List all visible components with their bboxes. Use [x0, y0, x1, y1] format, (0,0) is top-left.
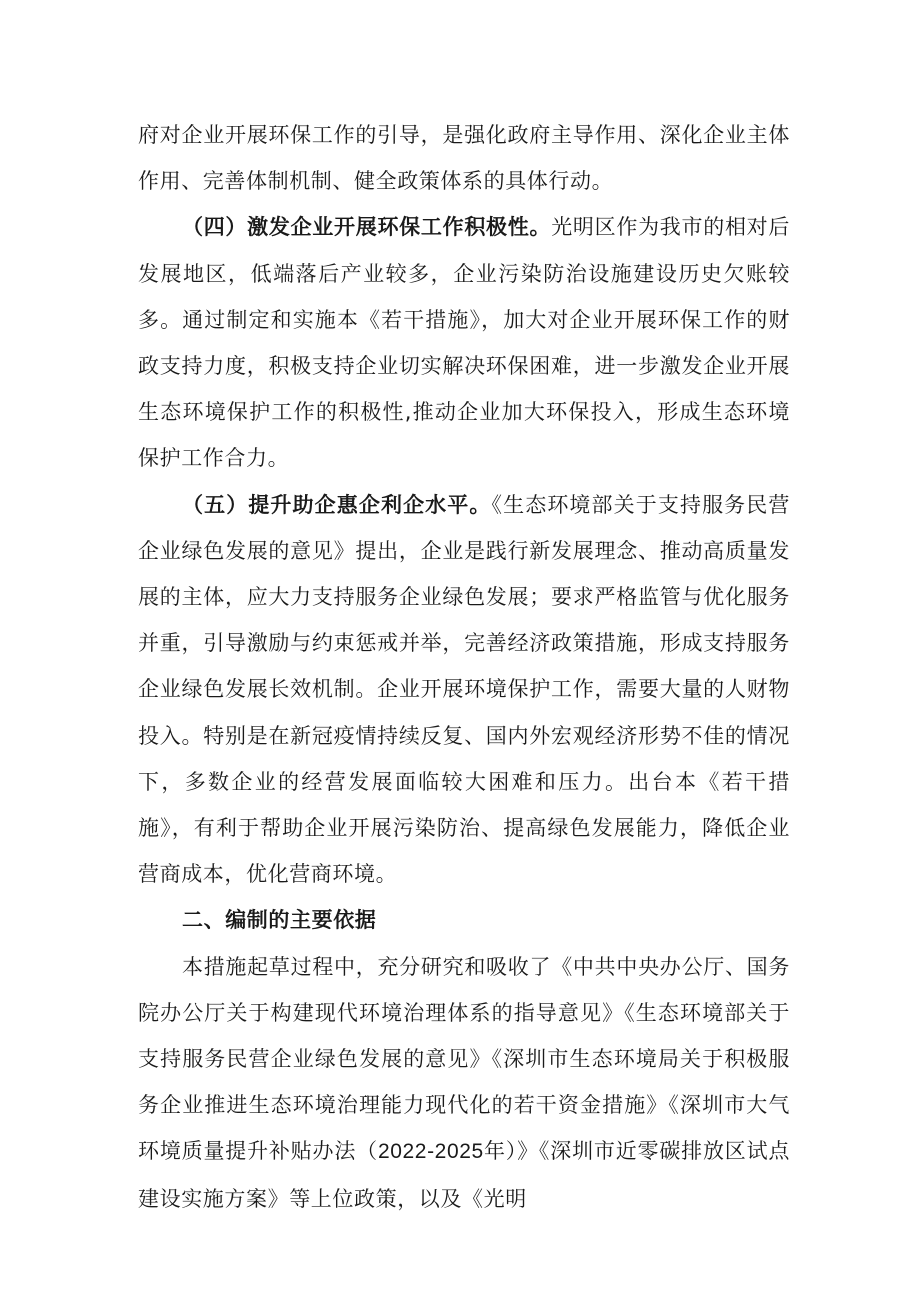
document-page: [138, 112, 790, 1222]
basis-years: 2022-2025: [377, 1140, 484, 1164]
item-four-body: 光明区作为我市的相对后发展地区，低端落后产业较多，企业污染防治设施建设历史欠账较多。通过制定和实施本《若干措施》，加大对企业开展环保工作的财政支持力度，积极支持企业切实解决环保困难，进一步激发企业开展生态环境保护工作的积极性,推动企业加大环保投入，形成生态环境保护工作合力。: [138, 215, 790, 471]
section-heading: 二、编制的主要依据: [182, 908, 377, 933]
item-five-body: 《生态环境部关于支持服务民营企业绿色发展的意见》提出，企业是践行新发展理念、推动高质量发展的主体，应大力支持服务企业绿色发展；要求严格监管与优化服务并重，引导激励与约束惩戒并举，完善经济政策措施，形成支持服务企业绿色发展长效机制。企业开展环境保护工作，需要大量的人财物投入。特别是在新冠疫情持续反复、国内外宏观经济形势不佳的情况下，多数企业的经营发展面临较大困难和压力。出台本《若干措施》，有利于帮助企业开展污染防治、提高绿色发展能力，降低企业营商成本，优化营商环境。: [138, 492, 790, 887]
basis-text-part2: 年）》《深圳市近零碳排放区试点建设实施方案》等上位政策，以及《光明: [138, 1139, 790, 1211]
paragraph-item-five: [138, 482, 790, 898]
item-five-heading: （五）提升助企惠企利企水平。: [182, 492, 492, 517]
paragraph-item-four: [138, 204, 790, 481]
basis-text-part1: 本措施起草过程中，充分研究和吸收了《中共中央办公厅、国务院办公厅关于构建现代环境治理体系的指导意见》《生态环境部关于支持服务民营企业绿色发展的意见》《深圳市生态环境局关于积极服务企业推进生态环境治理能力现代化的若干资金措施》《深圳市大气环境质量提升补贴办法（: [138, 954, 790, 1164]
paragraph-continuation: 府对企业开展环保工作的引导，是强化政府主导作用、深化企业主体作用、完善体制机制、健全政策体系的具体行动。: [138, 123, 790, 194]
paragraph-basis: [138, 944, 790, 1222]
item-four-heading: （四）激发企业开展环保工作积极性。: [182, 215, 552, 240]
